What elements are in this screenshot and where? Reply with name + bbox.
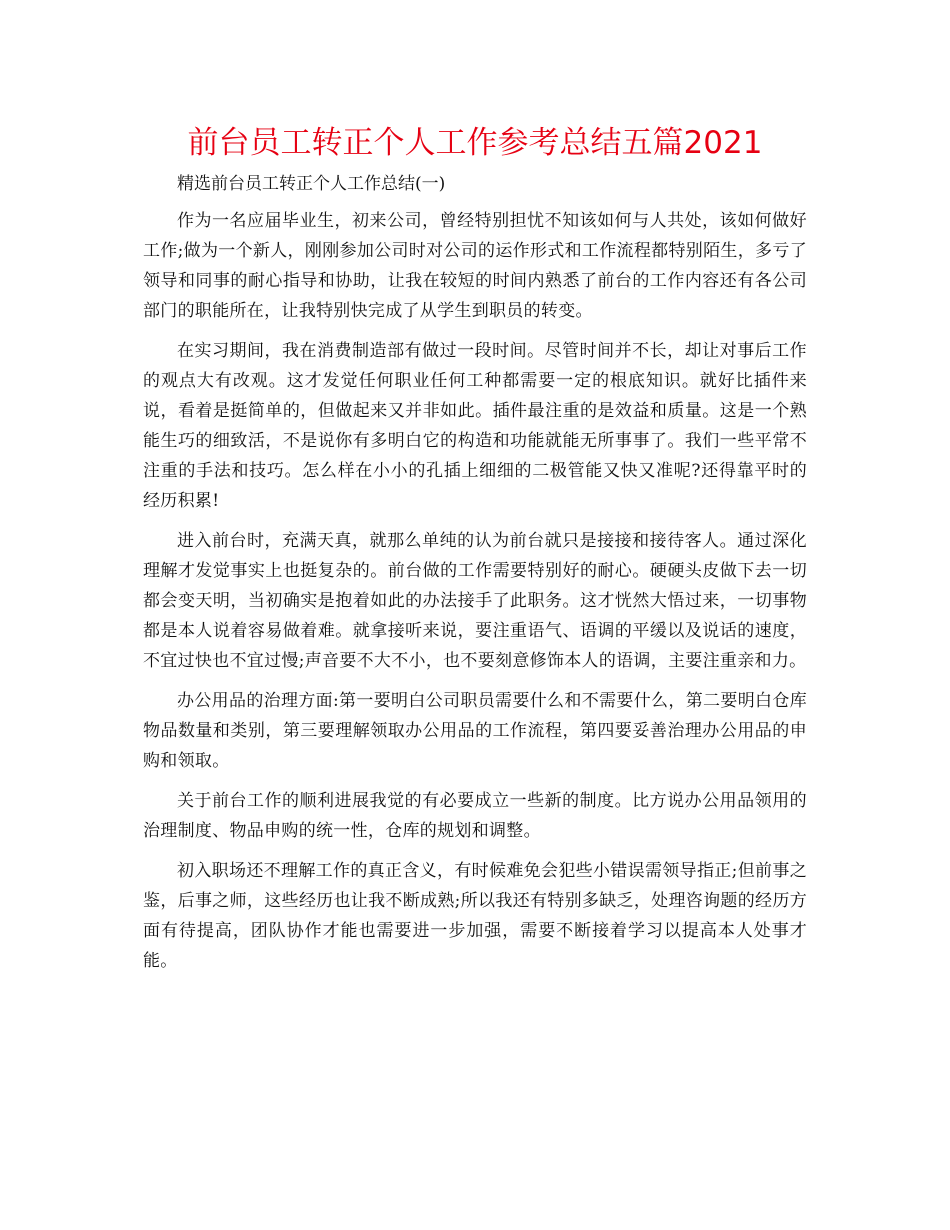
document-title: 前台员工转正个人工作参考总结五篇2021 — [187, 125, 763, 161]
paragraph-5: 关于前台工作的顺利进展我觉的有必要成立一些新的制度。比方说办公用品领用的治理制度、物品申购的统一性，仓库的规划和调整。 — [143, 791, 807, 841]
document-page — [143, 118, 807, 986]
paragraph-6: 初入职场还不理解工作的真正含义，有时候难免会犯些小错误需领导指正;但前事之鉴，后事之师，这些经历也让我不断成熟;所以我还有特别多缺乏，处理咨询题的经历方面有待提高，团队协作才能也需要进一步加强，需要不断接着学习以提高本人处事才能。 — [143, 861, 807, 971]
section-subtitle: 精选前台员工转正个人工作总结(一) — [177, 174, 446, 194]
paragraph-1: 作为一名应届毕业生，初来公司，曾经特别担忧不知该如何与人共处，该如何做好工作;做为一个新人，刚刚参加公司时对公司的运作形式和工作流程都特别陌生，多亏了领导和同事的耐心指导和协助，让我在较短的时间内熟悉了前台的工作内容还有各公司部门的职能所在，让我特别快完成了从学生到职员的转变。 — [143, 211, 807, 321]
paragraph-4: 办公用品的治理方面:第一要明白公司职员需要什么和不需要什么，第二要明白仓库物品数量和类别，第三要理解领取办公用品的工作流程，第四要妥善治理办公用品的申购和领取。 — [143, 691, 807, 771]
paragraph-2: 在实习期间，我在消费制造部有做过一段时间。尽管时间并不长，却让对事后工作的观点大有改观。这才发觉任何职业任何工种都需要一定的根底知识。就好比插件来说，看着是挺简单的，但做起来又并非如此。插件最注重的是效益和质量。这是一个熟能生巧的细致活，不是说你有多明白它的构造和功能就能无所事事了。我们一些平常不注重的手法和技巧。怎么样在小小的孔插上细细的二极管能又快又准呢?还得靠平时的经历积累! — [143, 341, 807, 511]
paragraph-3: 进入前台时，充满天真，就那么单纯的认为前台就只是接接和接待客人。通过深化理解才发觉事实上也挺复杂的。前台做的工作需要特别好的耐心。硬硬头皮做下去一切都会变天明，当初确实是抱着如此的办法接手了此职务。这才恍然大悟过来，一切事物都是本人说着容易做着难。就拿接听来说，要注重语气、语调的平缓以及说话的速度，不宜过快也不宜过慢;声音要不大不小，也不要刻意修饰本人的语调，主要注重亲和力。 — [143, 531, 807, 671]
